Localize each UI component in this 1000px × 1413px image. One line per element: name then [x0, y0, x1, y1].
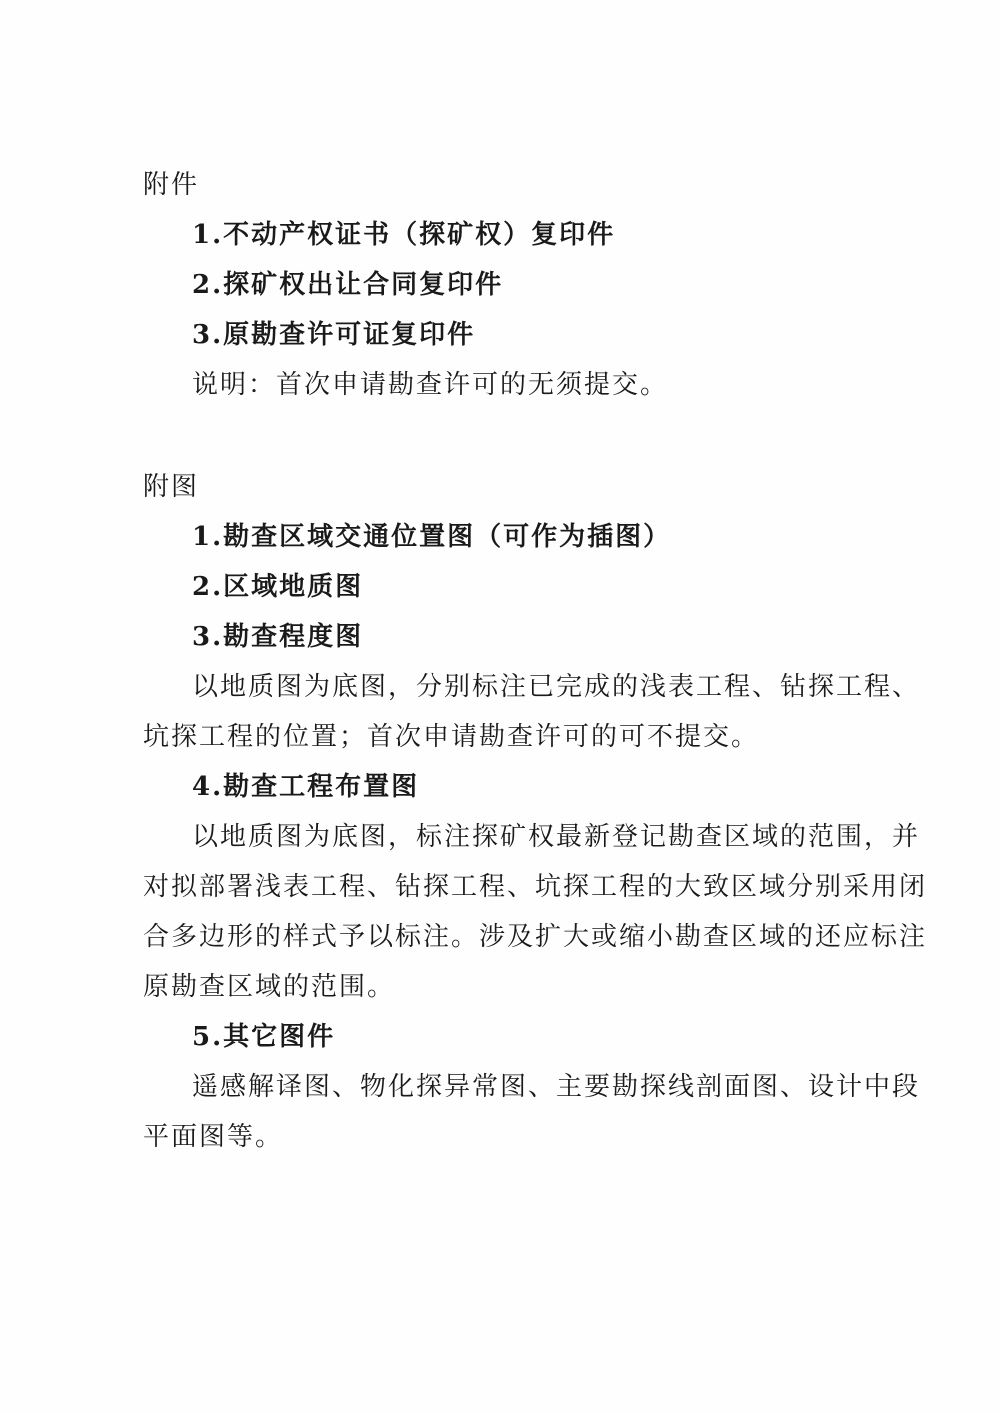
attachments-title: 附件	[143, 170, 200, 200]
figure-item-1: 1.勘查区域交通位置图（可作为插图）	[192, 522, 672, 552]
figure-item-3-heading: 3.勘查程度图	[192, 622, 364, 652]
attachment-item-2: 2.探矿权出让合同复印件	[192, 270, 504, 300]
figure-item-4-text: 合多边形的样式予以标注。涉及扩大或缩小勘查区域的还应标注	[143, 922, 928, 952]
figure-item-4-text: 以地质图为底图，标注探矿权最新登记勘查区域的范围，并	[192, 822, 921, 852]
figures-title: 附图	[143, 472, 200, 502]
figure-item-5-text: 平面图等。	[143, 1122, 284, 1152]
attachment-item-3: 3.原勘查许可证复印件	[192, 320, 476, 350]
figure-item-3-text: 以地质图为底图，分别标注已完成的浅表工程、钻探工程、	[192, 672, 921, 702]
attachments-note: 说明：首次申请勘查许可的无须提交。	[192, 370, 669, 400]
figure-item-3-text: 坑探工程的位置；首次申请勘查许可的可不提交。	[143, 722, 760, 752]
figure-item-4-text: 原勘查区域的范围。	[143, 972, 396, 1002]
figure-item-5-text: 遥感解译图、物化探异常图、主要勘探线剖面图、设计中段	[192, 1072, 921, 1102]
attachment-item-1: 1.不动产权证书（探矿权）复印件	[192, 220, 616, 250]
figure-item-2: 2.区域地质图	[192, 572, 364, 602]
figure-item-5-heading: 5.其它图件	[192, 1022, 336, 1052]
figure-item-4-text: 对拟部署浅表工程、钻探工程、坑探工程的大致区域分别采用闭	[143, 872, 928, 902]
figure-item-4-heading: 4.勘查工程布置图	[192, 772, 420, 802]
